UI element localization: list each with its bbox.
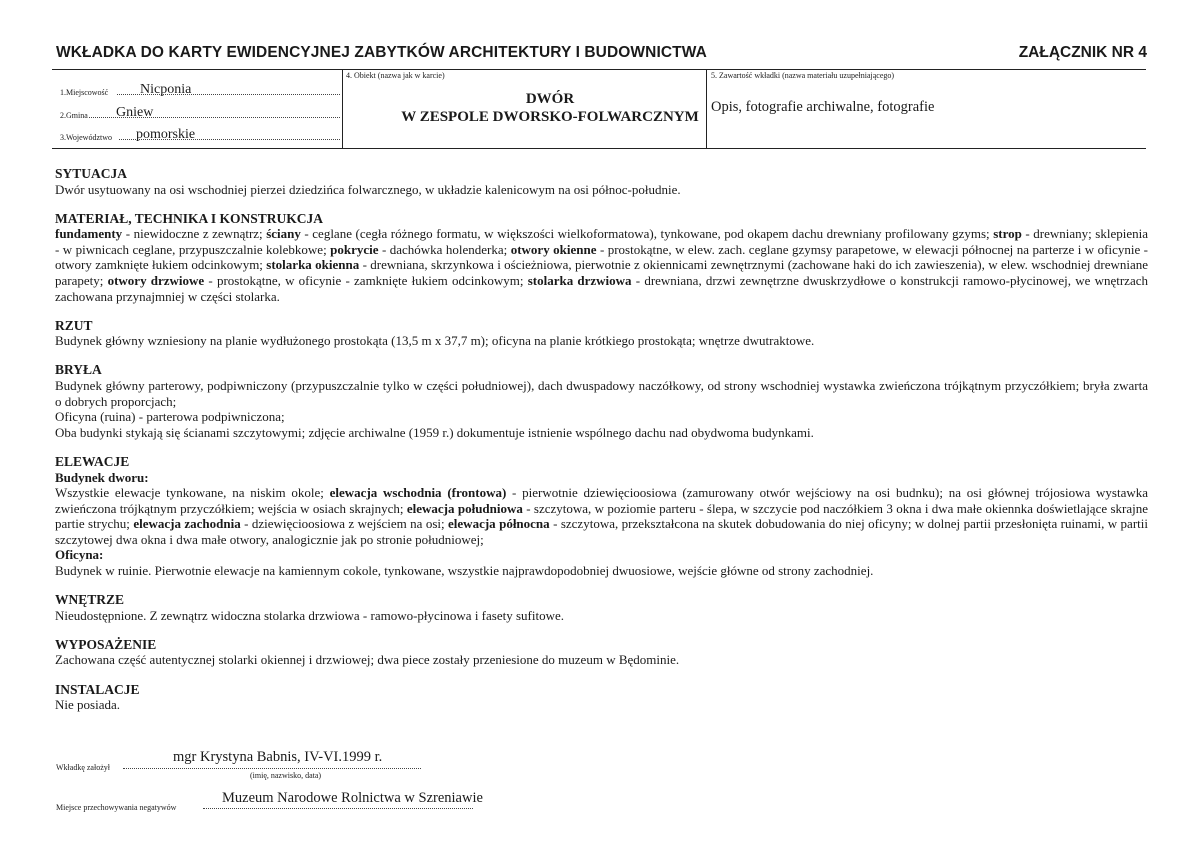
section-text [55, 226, 1148, 304]
section-text: Nie posiada. [55, 697, 120, 713]
section-text: Zachowana część autentycznej stolarki okiennej i drzwiowej; dwa piece zostały przeniesione do muzeum w Będominie. [55, 652, 680, 668]
section-heading: MATERIAŁ, TECHNIKA I KONSTRUKCJA [55, 210, 324, 226]
object-name-line1: DWÓR [525, 91, 575, 107]
term-stolarka-drzwiowa: stolarka drzwiowa [527, 273, 632, 289]
subheading-main-building: Budynek dworu: [55, 469, 149, 485]
section-heading: WYPOSAŻENIE [55, 636, 157, 652]
section-material [55, 211, 1148, 305]
term-elevation-south: elewacja południowa [406, 500, 523, 516]
term-pokrycie: pokrycie [330, 241, 379, 257]
author-value: mgr Krystyna Babnis, IV-VI.1999 r. [173, 749, 383, 765]
term-elevation-west: elewacja zachodnia [133, 516, 241, 532]
section-text: Budynek w ruinie. Pierwotnie elewacje na kamiennym cokole, tynkowane, wszystkie najprawdopodobniej dwuosiowe, wejście główne od strony zachodniej. [55, 563, 874, 579]
term-text: - drewniana, skrzynkowa i ościeżniowa, pierwotnie z okiennicami zewnętrznymi (zachowane haki do ich zawieszenia), w elew. wschodniej drewniane parapety; [55, 257, 1149, 289]
object-label: 4. Obiekt (nazwa jak w karcie) [346, 71, 445, 80]
commune-label: 2.Gmina [60, 111, 88, 120]
term-text: - prostokątne, w elew. zach. ceglane gzymsy parapetowe, w elewacji północnej na parterze i w oficynie - otwory zamknięte łukiem odcinkowym; [55, 241, 1148, 273]
term-text: - dziewięcioosiowa z wejściem na osi; [240, 516, 449, 532]
term-stolarka-okienna: stolarka okienna [266, 257, 360, 273]
term-text: - drewniany; sklepienia - w piwnicach ceglane, przypuszczalnie kolebkowe; [55, 226, 1149, 257]
section-text [55, 485, 1148, 547]
term-text: - pierwotnie dziewięcioosiowa (zamurowany otwór wejściowy na osi budnku); na osi głównej trójosiowa wystawka zwieńczona trójkątnym przyczółkiem; wejścia w osiach skrajnych; [55, 485, 1148, 516]
section-heading: BRYŁA [55, 362, 102, 378]
voivodeship-value: pomorskie [136, 127, 196, 142]
term-elevation-north: elewacja północna [448, 516, 550, 532]
term-text: - szczytowa, przekształcona na skutek dobudowania do niej oficyny; w dolnej partii przesłonięta ruinami, w partii szczytowej dwa okna i dwa małe otwory, analogicznie jak po stronie południowej; [55, 516, 1148, 547]
term-otwory-okienne: otwory okienne [510, 241, 597, 257]
term-text: Wszystkie elewacje tynkowane, na niskim okole; [55, 485, 330, 501]
author-hint: (imię, nazwisko, data) [250, 771, 322, 780]
section-situation [55, 166, 1148, 197]
document-title: WKŁADKA DO KARTY EWIDENCYJNEJ ZABYTKÓW ARCHITEKTURY I BUDOWNICTWA [56, 44, 707, 61]
section-heading: INSTALACJE [55, 681, 140, 697]
dotted-line [203, 808, 473, 809]
annex-number: ZAŁĄCZNIK NR 4 [1018, 44, 1147, 61]
section-heading: ELEWACJE [55, 453, 130, 469]
section-interior [55, 592, 1148, 623]
town-label: 1.Miejscowość [60, 88, 109, 97]
contents-value: Opis, fotografie archiwalne, fotografie [711, 99, 935, 115]
subheading-annex: Oficyna: [55, 547, 104, 563]
section-mass [55, 362, 1148, 440]
contents-label: 5. Zawartość wkładki (nazwa materiału uzupełniającego) [711, 71, 895, 80]
term-text: - szczytowa, w poziomie parteru - ślepa, w szczycie pod naczółkiem 3 okna i dwa małe okiennka doświetlające skrajne partie strychu; [55, 500, 1148, 532]
term-text: - dachówka holenderka; [378, 241, 511, 257]
author-label: Wkładkę założył [56, 763, 110, 772]
section-furnishing [55, 637, 1148, 668]
term-sciany: ściany [266, 226, 301, 242]
section-text: Oba budynki stykają się ścianami szczytowymi; zdjęcie archiwalne (1959 r.) dokumentuje istnienie wspólnego dachu nad obydwoma budynkami. [55, 424, 814, 440]
section-installations [55, 682, 1148, 713]
section-plan [55, 318, 1148, 349]
commune-value: Gniew [116, 105, 154, 120]
term-elevation-east: elewacja wschodnia (frontowa) [329, 485, 507, 501]
section-text: Budynek główny wzniesiony na planie wydłużonego prostokąta (13,5 m x 37,7 m); oficyna na planie krótkiego prostokąta; wnętrze dwutraktowe. [55, 333, 815, 349]
storage-label: Miejsce przechowywania negatywów [56, 803, 177, 812]
object-name-line2: W ZESPOLE DWORSKO-FOLWARCZNYM [401, 109, 699, 125]
term-text: - ceglane (cegła różnego formatu, w większości wielkoformatowa), tynkowane, pod okapem dachu drewniany profilowany gzyms; [300, 226, 994, 242]
term-text: - drewniana, drzwi zewnętrzne dwuskrzydłowe o konstrukcji ramowo-płycinowej, we wnętrzach zachowana przynajmniej w części stolarka. [55, 273, 1148, 304]
voivodeship-label: 3.Województwo [60, 133, 113, 142]
section-text: Budynek główny parterowy, podpiwniczony (przypuszczalnie tylko w części południowej), dach dwuspadowy naczółkowy, od strony wschodniej wystawka zwieńczona trójkątnym przyczółkiem; bryła zwarta o dobrych proporcjach; [55, 378, 1148, 409]
header-table [52, 69, 1146, 149]
term-text: - prostokątne, w oficynie - zamknięte łukiem odcinkowym; [204, 273, 528, 289]
term-fundamenty: fundamenty [55, 226, 123, 242]
term-text: - niewidoczne z zewnątrz; [122, 226, 267, 242]
section-heading: SYTUACJA [55, 166, 128, 181]
section-heading: WNĘTRZE [55, 592, 125, 608]
section-heading: RZUT [55, 317, 93, 333]
voivodeship-field [60, 125, 392, 143]
section-text: Dwór usytuowany na osi wschodniej pierzei dziedzińca folwarcznego, w układzie kalenicowym na osi północ-południe. [55, 181, 681, 197]
term-otwory-drzwiowe: otwory drzwiowe [107, 273, 205, 289]
town-value: Nicponia [140, 82, 192, 97]
term-strop: strop [993, 226, 1022, 242]
section-elevations [55, 454, 1148, 579]
dotted-line [123, 768, 421, 769]
section-text: Nieudostępnione. Z zewnątrz widoczna stolarka drzwiowa - ramowo-płycinowa i fasety sufitowe. [55, 607, 564, 623]
section-text: Oficyna (ruina) - parterowa podpiwniczona; [55, 409, 285, 425]
description-body [55, 166, 1148, 726]
storage-value: Muzeum Narodowe Rolnictwa w Szreniawie [222, 790, 483, 806]
